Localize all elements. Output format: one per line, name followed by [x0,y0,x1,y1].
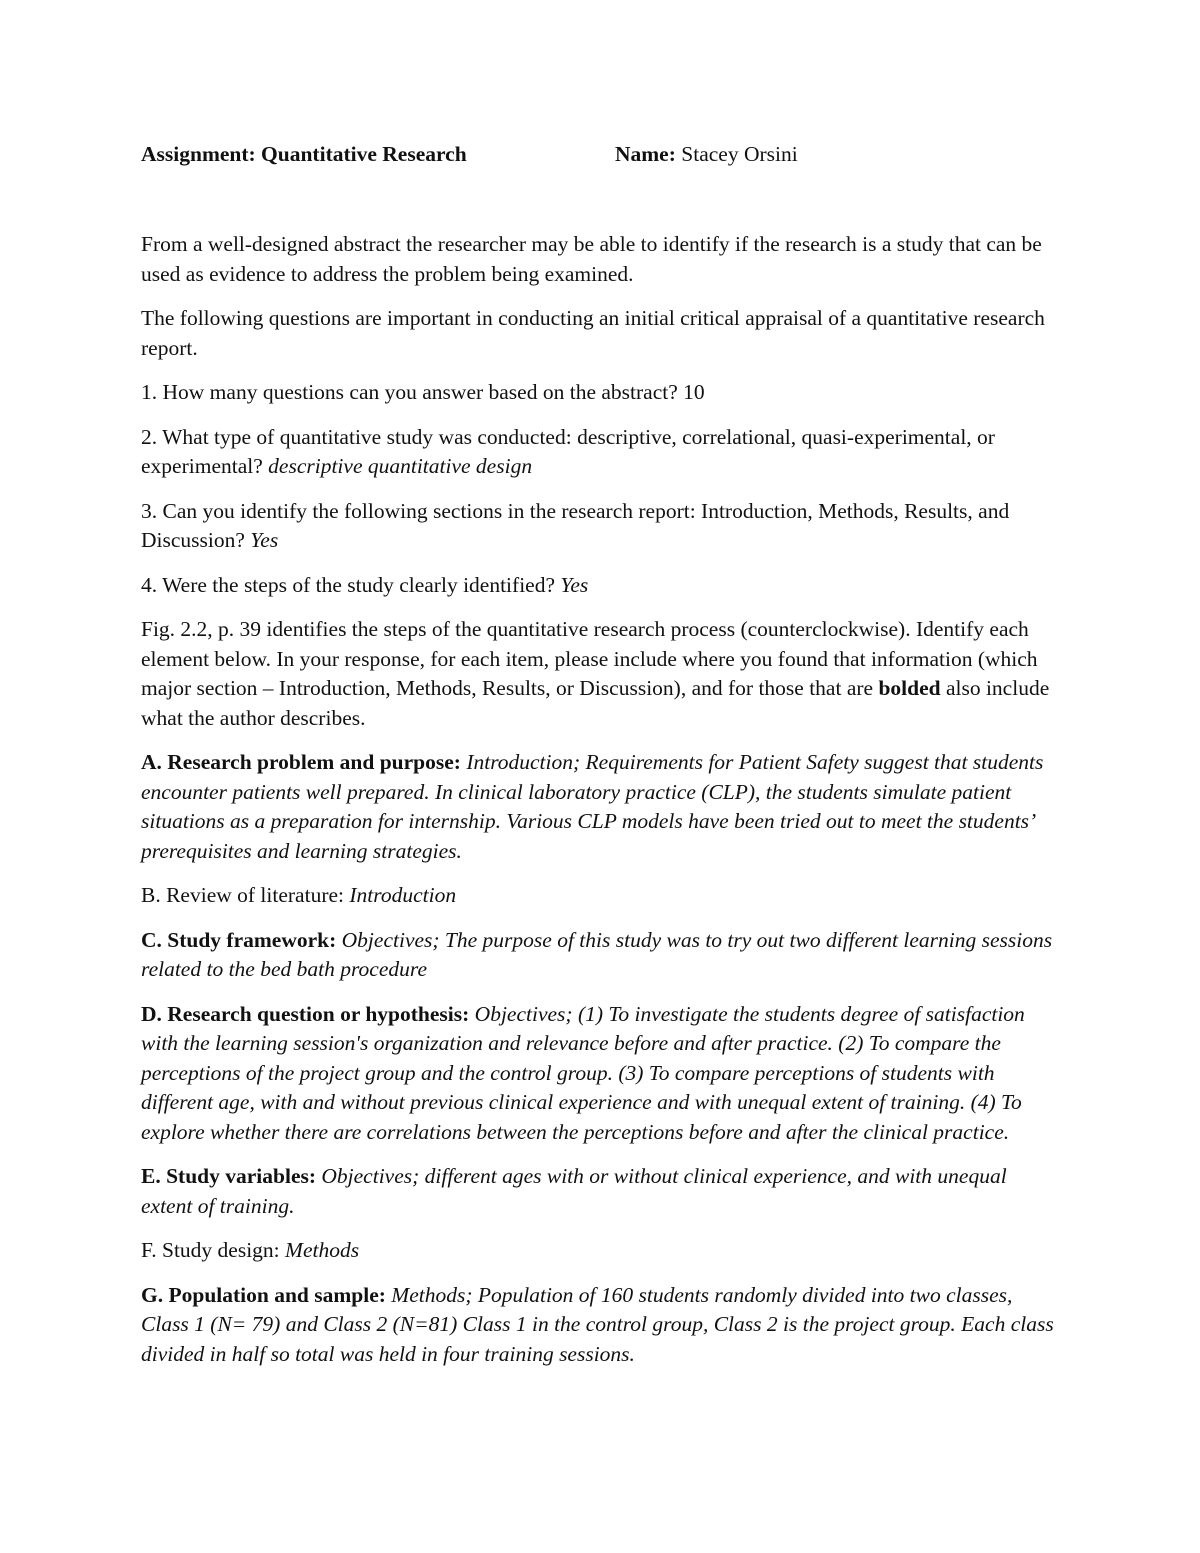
element-answer: Introduction; Requirements for Patient Safety suggest that students encounter patients well prepared. In clinical laboratory practice (CLP), the students simulate patient situations as a preparation for internship. Various CLP models have been tried out to meet the students’ prerequisites and learning strategies. [141,750,1044,863]
element-item-d [141,1000,1061,1148]
answer-text: Yes [560,572,589,597]
assignment-heading [141,140,615,174]
question-text: 3. Can you identify the following sections in the research report: Introduction, Methods, Results, and Discussion? [141,498,1010,552]
question-text: 2. What type of quantitative study was conducted: descriptive, correlational, quasi-experimental, or experimental? [141,424,995,478]
question-text: 4. Were the steps of the study clearly identified? [141,572,556,597]
intro-paragraph: The following questions are important in conducting an initial critical appraisal of a quantitative research report. [141,306,1045,360]
question-item [141,497,1061,556]
student-name [615,140,798,174]
document-header [141,140,1061,174]
name-label: Name: [615,142,676,166]
element-label: C. Study framework: [141,927,337,952]
element-answer: Introduction [349,883,457,907]
document-page [141,140,1061,1384]
element-answer: Objectives; (1) To investigate the students degree of satisfaction with the learning session's organization and relevance before and after practice. (2) To compare the perceptions of the project group and the control group. (3) To compare perceptions of students with different age, with and without previous clinical experience and with unequal extent of training. (4) To explore whether there are correlations between the perceptions before and after the clinical practice. [141,1001,1025,1144]
answer-text: descriptive quantitative design [268,454,533,478]
element-item-b [141,881,1061,911]
question-item [141,571,1061,601]
element-label: E. Study variables: [141,1164,317,1188]
element-answer: Methods; Population of 160 students randomly divided into two classes, Class 1 (N= 79) and Class 2 (N=81) Class 1 in the control group, Class 2 is the project group. Each class divided in half so total was held in four training sessions. [141,1282,1054,1366]
element-label: F. Study design: [141,1238,280,1262]
element-label: A. Research problem and purpose: [141,750,461,774]
assignment-title: Quantitative Research [261,142,467,166]
instructions-paragraph [141,615,1061,733]
answer-text: Yes [250,528,279,552]
element-item-g [141,1281,1061,1370]
element-item-a [141,748,1061,866]
instructions-text: also include what the author describes. [141,676,1050,730]
question-text: 1. How many questions can you answer based on the abstract? [141,380,678,404]
intro-paragraph: From a well-designed abstract the researcher may be able to identify if the research is a study that can be used as evidence to address the problem being examined. [141,232,1042,286]
instructions-bold-word: bolded [878,676,941,700]
question-item [141,378,1061,408]
name-value: Stacey Orsini [681,142,798,166]
element-answer: Methods [285,1238,360,1262]
answer-text: 10 [683,380,705,404]
element-label: G. Population and sample: [141,1282,386,1307]
assignment-label: Assignment: [141,142,256,166]
instructions-text: Fig. 2.2, p. 39 identifies the steps of the quantitative research process (counterclockwise). Identify each element below. In your response, for each item, please include where you found that information (which major section – Introduction, Methods, Results, or Discussion), and for those that are [141,617,1038,700]
element-label: D. Research question or hypothesis: [141,1001,470,1026]
element-item-c [141,926,1061,985]
element-item-f [141,1236,1061,1266]
element-label: B. Review of literature: [141,883,344,907]
element-answer: Objectives; different ages with or without clinical experience, and with unequal extent of training. [141,1164,1007,1218]
element-answer: Objectives; The purpose of this study was to try out two different learning sessions related to the bed bath procedure [141,927,1053,981]
element-item-e [141,1162,1061,1221]
question-item [141,423,1061,482]
